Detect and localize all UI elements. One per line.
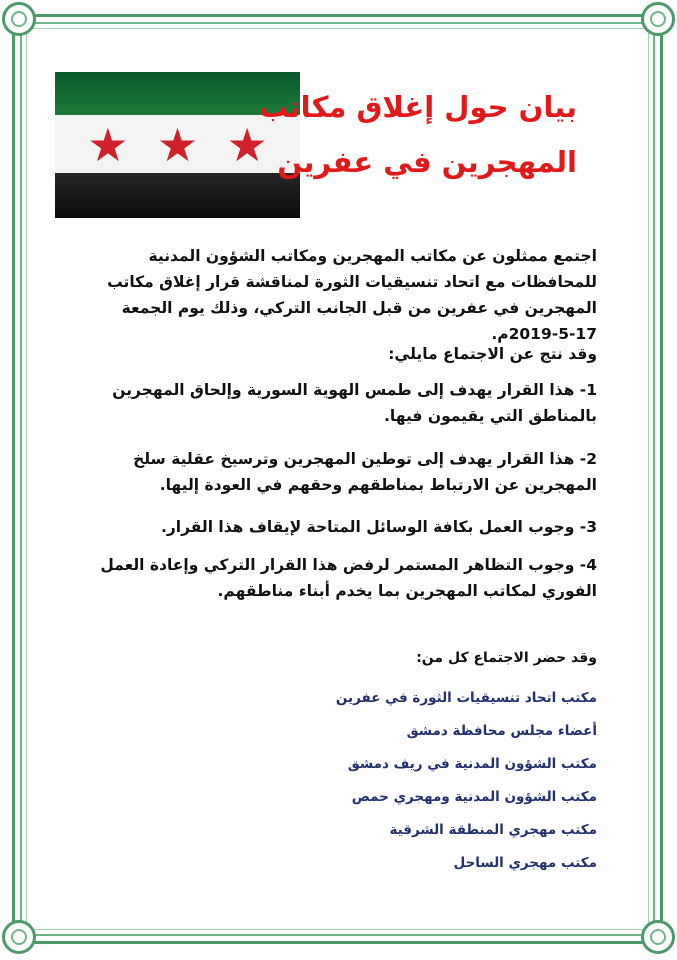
attendee-item: أعضاء مجلس محافظة دمشق: [406, 723, 597, 739]
result-item: 3- وجوب العمل بكافة الوسائل المتاحة لإيقاف هذا القرار.: [160, 518, 597, 536]
corner-ornament-bottom-right: [641, 920, 675, 954]
corner-ornament-bottom-left: [2, 920, 36, 954]
corner-ornament-top-left: [2, 2, 36, 36]
corner-ornament-top-right: [641, 2, 675, 36]
statement-title-line-1: بيان حول إغلاق مكاتب: [259, 90, 577, 124]
flag-star-icon: ★: [226, 118, 268, 172]
result-item: 2- هذا القرار يهدف إلى توطين المهجرين وترسيخ عقلية سلخ المهجرين عن الارتباط بمناطقهم وحقهم في العودة إليها.: [133, 450, 597, 494]
result-item: 4- وجوب التظاهر المستمر لرفض هذا القرار التركي وإعادة العمل الفوري لمكاتب المهجرين بما يخدم أبناء مناطقهم.: [100, 556, 597, 600]
flag-star-icon: ★: [87, 118, 129, 172]
attendee-item: مكتب اتحاد تنسيقيات الثورة في عفرين: [335, 690, 597, 706]
attendee-item: مكتب مهجري المنطقة الشرقية: [389, 822, 597, 838]
flag-stars: [55, 118, 300, 172]
flag-star-icon: ★: [156, 118, 199, 172]
attendance-heading: وقد حضر الاجتماع كل من:: [416, 650, 597, 666]
result-item: 1- هذا القرار يهدف إلى طمس الهوية السورية وإلحاق المهجرين بالمناطق التي يقيمون فيها.: [112, 381, 597, 425]
results-heading: وقد نتج عن الاجتماع مايلي:: [388, 345, 597, 363]
attendee-item: مكتب مهجري الساحل: [453, 855, 597, 871]
intro-paragraph: اجتمع ممثلون عن مكاتب المهجرين ومكاتب الشؤون المدنية للمحافظات مع اتحاد تنسيقيات الثورة لمناقشة قرار إغلاق مكاتب المهجرين في عفرين من قبل الجانب التركي، وذلك يوم الجمعة 17-5-2019م.: [107, 247, 597, 343]
attendee-item: مكتب الشؤون المدنية في ريف دمشق: [347, 756, 597, 772]
attendees-list: [95, 682, 597, 880]
statement-title-line-2: المهجرين في عفرين: [277, 145, 577, 179]
flag-black-stripe: [55, 173, 300, 218]
attendee-item: مكتب الشؤون المدنية ومهجري حمص: [351, 789, 597, 805]
